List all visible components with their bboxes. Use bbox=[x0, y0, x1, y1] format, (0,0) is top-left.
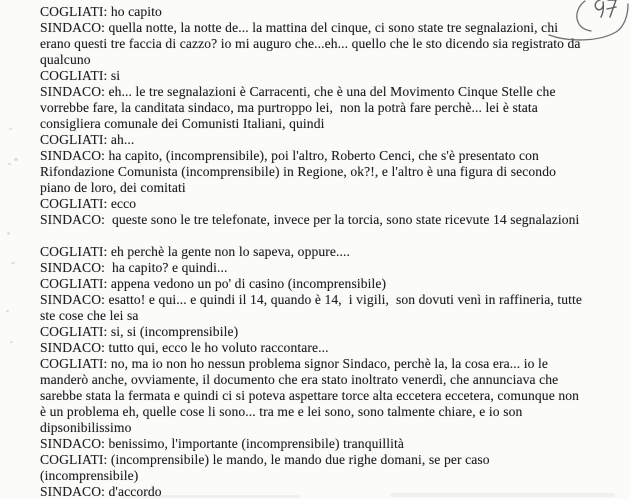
scan-speck bbox=[10, 341, 13, 343]
transcript-line: ste cose che lei sa bbox=[40, 308, 139, 323]
transcript-line: SINDACO: ha capito, (incomprensibile), poi l'altro, Roberto Cenci, che s'è presentato con bbox=[40, 148, 539, 163]
transcript-lines bbox=[40, 4, 626, 499]
transcript-line: piano de loro, dei comitati bbox=[40, 180, 186, 195]
transcript-line: erano questi tre faccia di cazzo? io mi auguro che...eh... quello che le sto dicendo sia registrato da bbox=[40, 36, 581, 51]
transcript-line: COGLIATI: si bbox=[40, 68, 121, 83]
transcript-line: SINDACO: queste sono le tre telefonate, invece per la torcia, sono state ricevute 14 segnalazioni bbox=[40, 212, 580, 227]
transcript-line: COGLIATI: ah... bbox=[40, 132, 135, 147]
transcript-line: SINDACO: d'accordo bbox=[40, 484, 162, 499]
transcript-line: COGLIATI: (incomprensibile) le mando, le mando due righe domani, se per caso bbox=[40, 452, 490, 467]
scan-smudge bbox=[120, 495, 300, 498]
scan-speck bbox=[7, 232, 10, 235]
transcript-line: manderò anche, ovviamente, il documento che era stato inoltrato venerdì, che annunciava che bbox=[40, 372, 559, 387]
transcript-line: vorrebbe fare, la canditata sindaco, ma purtroppo lei, non la potrà fare perchè... lei è stata bbox=[40, 100, 538, 115]
transcript-line: sarebbe stata la fermata e quindi ci si poteva aspettare torce alta eccetera eccetera, comunque non bbox=[40, 388, 580, 403]
transcript-line: dipsonibilissimo bbox=[40, 420, 132, 435]
transcript-line: è un problema eh, quelle cose li sono... tra me e lei sono, sono talmente chiare, e io son bbox=[40, 404, 523, 419]
scan-smudge bbox=[390, 493, 615, 497]
transcript-line bbox=[40, 228, 626, 244]
transcript-line: COGLIATI: no, ma io non ho nessun problema signor Sindaco, perchè la, la cosa era... io le bbox=[40, 356, 549, 371]
scan-speck bbox=[14, 158, 18, 161]
scan-speck bbox=[9, 128, 12, 130]
transcript-line: COGLIATI: ho capito bbox=[40, 4, 162, 19]
transcript-line: SINDACO: eh... le tre segnalazioni è Carracenti, che è una del Movimento Cinque Stelle che bbox=[40, 84, 556, 99]
transcript-line: qualcuno bbox=[40, 52, 91, 67]
transcript-line: (incomprensibile) bbox=[40, 468, 139, 483]
transcript-line: COGLIATI: ecco bbox=[40, 196, 137, 211]
transcript-line: SINDACO: tutto qui, ecco le ho voluto raccontare... bbox=[40, 340, 329, 355]
transcript-line: COGLIATI: si, si (incomprensibile) bbox=[40, 324, 239, 339]
scan-speck bbox=[6, 310, 9, 312]
transcript-line: COGLIATI: appena vedono un po' di casino (incomprensibile) bbox=[40, 276, 387, 291]
transcript-line: consigliera comunale dei Comunisti Italiani, quindi bbox=[40, 116, 325, 131]
scan-speck bbox=[8, 163, 11, 165]
transcript-line: SINDACO: esatto! e qui... e quindi il 14, quando è 14, i vigili, son dovuti venì in raffineria, tutte bbox=[40, 292, 583, 307]
transcript-line: SINDACO: benissimo, l'importante (incomprensibile) tranquillità bbox=[40, 436, 405, 451]
scan-speck bbox=[11, 262, 15, 264]
transcript-line: Rifondazione Comunista (incomprensibile) in Regione, ok?!, e l'altro è una figura di secondo bbox=[40, 164, 556, 179]
transcript-line: COGLIATI: eh perchè la gente non lo sapeva, oppure.... bbox=[40, 244, 351, 259]
transcript-line: SINDACO: quella notte, la notte de... la mattina del cinque, ci sono state tre segnalazioni, chi bbox=[40, 20, 559, 35]
handwritten-page-number-mark bbox=[544, 0, 630, 48]
transcript-line: SINDACO: ha capito? e quindi... bbox=[40, 260, 228, 275]
